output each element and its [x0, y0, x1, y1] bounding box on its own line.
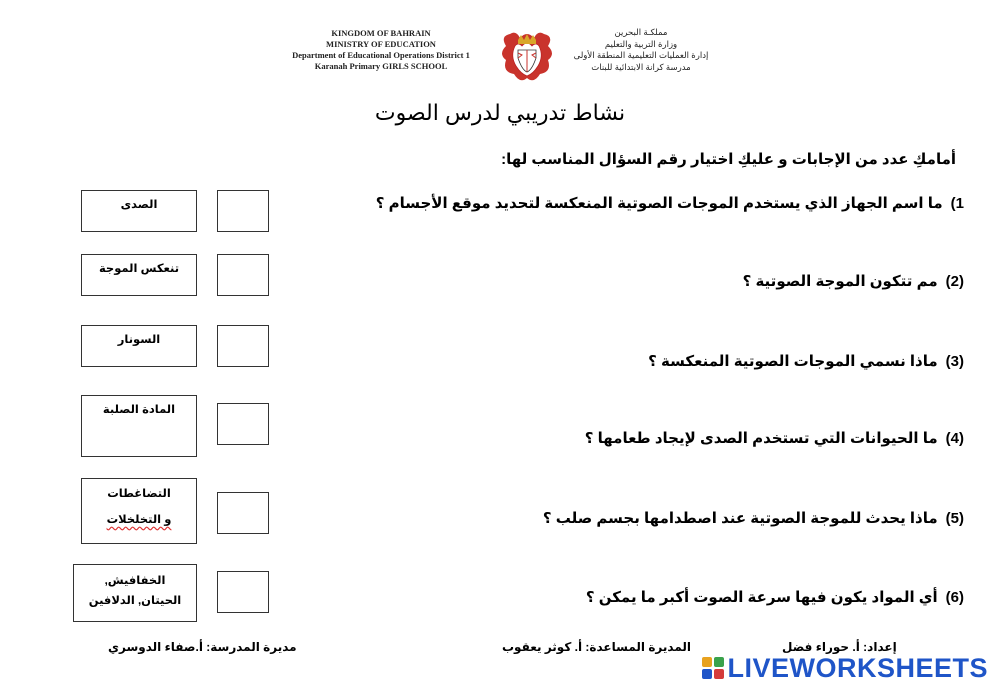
question-6	[586, 588, 964, 606]
liveworksheets-logo	[702, 650, 988, 686]
option-box-6	[73, 564, 197, 622]
mark-square	[702, 657, 712, 667]
question-3	[648, 352, 964, 370]
question-4	[585, 429, 964, 447]
footer-principal: مديرة المدرسة: أ.صفاء الدوسري	[108, 640, 297, 654]
answer-input-6[interactable]	[217, 571, 269, 613]
question-number: (3)	[945, 353, 964, 370]
mark-square	[714, 669, 724, 679]
question-number: (4)	[945, 430, 964, 447]
option-box-1	[81, 190, 197, 232]
instruction-text: أمامكِ عدد من الإجابات و عليكِ اختيار رقم السؤال المناسب لها:	[501, 151, 956, 168]
option-box-2	[81, 254, 197, 296]
header-english-line: MINISTRY OF EDUCATION	[326, 39, 436, 49]
option-box-4	[81, 395, 197, 457]
answer-input-1[interactable]	[217, 190, 269, 232]
option-text: الحيتان, الدلافين	[88, 595, 182, 607]
option-text: السونار	[117, 334, 161, 346]
liveworksheets-text: LIVEWORKSHEETS	[727, 652, 988, 683]
header-english-line: KINGDOM OF BAHRAIN	[331, 28, 431, 38]
answer-input-3[interactable]	[217, 325, 269, 367]
answer-input-4[interactable]	[217, 403, 269, 445]
header-arabic-line: مدرسة كرانة الابتدائية للبنات	[591, 61, 691, 72]
question-text: أي المواد يكون فيها سرعة الصوت أكبر ما يمكن ؟	[585, 589, 938, 606]
option-text: تنعكس الموجة	[98, 263, 180, 275]
worksheet-title: نشاط تدريبي لدرس الصوت	[374, 100, 626, 125]
option-text: التضاغطات	[107, 488, 171, 500]
footer-assistant-principal: المديرة المساعدة: أ. كوثر يعقوب	[502, 640, 691, 654]
question-number: (5)	[945, 510, 964, 527]
question-number: 1)	[950, 195, 964, 212]
option-text: الخفافيش,	[104, 575, 166, 587]
header-arabic-line: مملكـة البحرين	[614, 27, 668, 37]
header-arabic-line: إدارة العمليات التعليمية المنطقة الأولى	[573, 50, 709, 60]
header-arabic	[566, 27, 716, 73]
header-arabic-line: وزارة التربية والتعليم	[604, 38, 678, 49]
answer-input-2[interactable]	[217, 254, 269, 296]
answer-input-5[interactable]	[217, 492, 269, 534]
question-text: ماذا يحدث للموجة الصوتية عند اصطدامها بجسم صلب ؟	[542, 510, 938, 527]
option-box-5	[81, 478, 197, 544]
question-1	[376, 194, 964, 212]
footer-prepared-by: إعداد: أ. حوراء فضل	[782, 640, 897, 654]
liveworksheets-mark-icon	[702, 657, 724, 679]
question-5	[543, 509, 964, 527]
option-text: الصدى	[120, 199, 158, 211]
option-text: المادة الصلبة	[102, 404, 176, 416]
mark-square	[714, 657, 724, 667]
question-number: (2)	[945, 273, 964, 290]
question-text: ماذا نسمي الموجات الصوتية المنعكسة ؟	[648, 353, 938, 370]
question-text: ما الحيوانات التي تستخدم الصدى لإيجاد طعامها ؟	[584, 430, 938, 447]
question-2	[743, 272, 964, 290]
header-english-line: Karanah Primary GIRLS SCHOOL	[314, 61, 448, 71]
header-english-line: Department of Educational Operations District 1	[292, 50, 470, 60]
mark-square	[702, 669, 712, 679]
option-text: و التخلخلات	[106, 514, 172, 526]
header-english	[262, 28, 500, 72]
option-box-3	[81, 325, 197, 367]
question-number: (6)	[945, 589, 964, 606]
bahrain-emblem-icon	[498, 28, 556, 86]
question-text: ما اسم الجهاز الذي يستخدم الموجات الصوتية المنعكسة لتحديد موقع الأجسام ؟	[375, 195, 943, 212]
question-text: مم تتكون الموجة الصوتية ؟	[742, 273, 938, 290]
